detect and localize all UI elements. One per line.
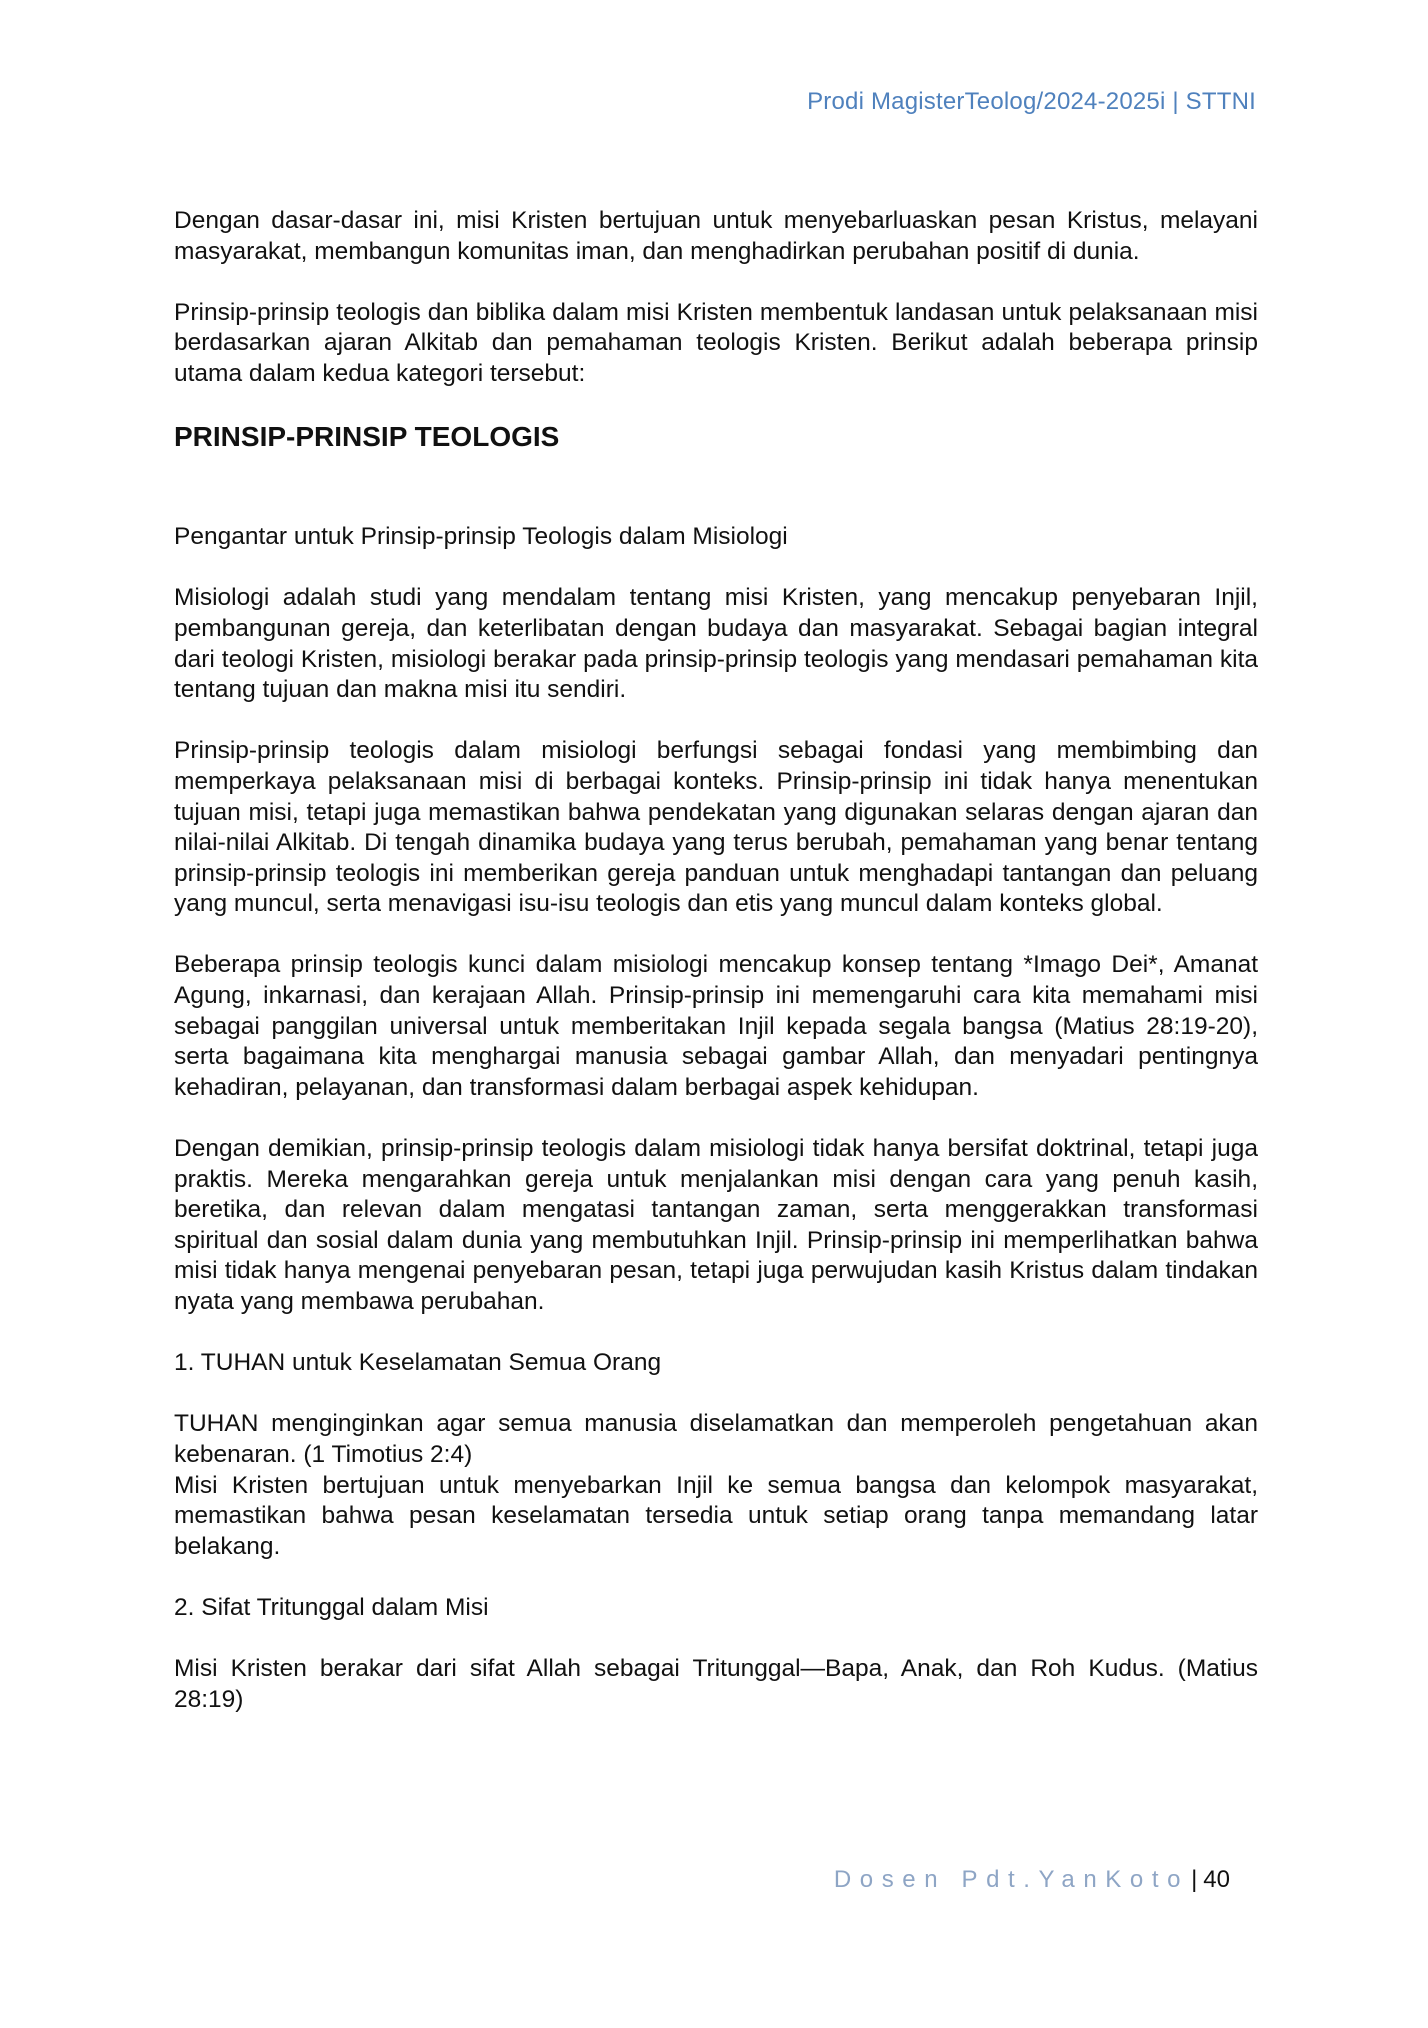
paragraph-key-principles: Beberapa prinsip teologis kunci dalam misiologi mencakup konsep tentang *Imago Dei*, Amanat Agung, inkarnasi, dan kerajaan Allah. Prinsip-prinsip ini memengaruhi cara kita memahami misi sebagai panggilan universal untuk memberitakan Injil kepada segala bangsa (Matius 28:19-20), serta bagaimana kita menghargai manusia sebagai gambar Allah, dan menyadari pentingnya kehadiran, pelayanan, dan transformasi dalam berbagai aspek kehidupan. [174, 951, 1258, 1101]
footer-separator: | [1191, 1866, 1198, 1893]
paragraph-conclusion: Dengan demikian, prinsip-prinsip teologis dalam misiologi tidak hanya bersifat doktrinal, tetapi juga praktis. Mereka mengarahkan gereja untuk menjalankan misi dengan cara yang penuh kasih, beretika, dan relevan dalam mengatasi tantangan zaman, serta menggerakkan transformasi spiritual dan sosial dalam dunia yang membutuhkan Injil. Prinsip-prinsip ini memperlihatkan bahwa misi tidak hanya mengenai penyebaran pesan, tetapi juga perwujudan kasih Kristus dalam tindakan nyata yang membawa perubahan. [174, 1135, 1258, 1315]
paragraph-foundation: Prinsip-prinsip teologis dalam misiologi berfungsi sebagai fondasi yang membimbing dan memperkaya pelaksanaan misi di berbagai konteks. Prinsip-prinsip ini tidak hanya menentukan tujuan misi, tetapi juga memastikan bahwa pendekatan yang digunakan selaras dengan ajaran dan nilai-nilai Alkitab. Di tengah dinamika budaya yang terus berubah, pemahaman yang benar tentang prinsip-prinsip teologis ini memberikan gereja panduan untuk menghadapi tantangan dan peluang yang muncul, serta menavigasi isu-isu teologis dan etis yang muncul dalam konteks global. [174, 737, 1258, 918]
paragraph-missiology: Misiologi adalah studi yang mendalam tentang misi Kristen, yang mencakup penyebaran Injil, pembangunan gereja, dan keterlibatan dengan budaya dan masyarakat. Sebagai bagian integral dari teologi Kristen, misiologi berakar pada prinsip-prinsip teologis yang mendasari pemahaman kita tentang tujuan dan makna misi itu sendiri. [174, 584, 1258, 704]
page-footer [834, 1866, 1230, 1894]
page-body [174, 206, 1258, 1746]
paragraph-intro: Dengan dasar-dasar ini, misi Kristen bertujuan untuk menyebarluaskan pesan Kristus, melayani masyarakat, membangun komunitas iman, dan menghadirkan perubahan positif di dunia. [174, 207, 1258, 265]
page-number: 40 [1203, 1866, 1230, 1893]
list-item-1-text: TUHAN menginginkan agar semua manusia diselamatkan dan memperoleh pengetahuan akan kebenaran. (1 Timotius 2:4) [174, 1410, 1258, 1468]
page-header: Prodi MagisterTeolog/2024-2025i | STTNI [807, 88, 1256, 115]
list-item-2-text: Misi Kristen berakar dari sifat Allah sebagai Tritunggal—Bapa, Anak, dan Roh Kudus. (Matius 28:19) [174, 1655, 1258, 1713]
list-item-1-title: 1. TUHAN untuk Keselamatan Semua Orang [174, 1349, 662, 1377]
list-item-2-title: 2. Sifat Tritunggal dalam Misi [174, 1593, 489, 1621]
list-item-1-text-2: Misi Kristen bertujuan untuk menyebarkan Injil ke semua bangsa dan kelompok masyarakat, memastikan bahwa pesan keselamatan tersedia untuk setiap orang tanpa memandang latar belakang. [174, 1471, 1258, 1560]
paragraph-principles: Prinsip-prinsip teologis dan biblika dalam misi Kristen membentuk landasan untuk pelaksanaan misi berdasarkan ajaran Alkitab dan pemahaman teologis Kristen. Berikut adalah beberapa prinsip utama dalam kedua kategori tersebut: [174, 298, 1258, 387]
section-heading: PRINSIP-PRINSIP TEOLOGIS [174, 421, 560, 453]
footer-author: Dosen Pdt.YanKoto [833, 1866, 1190, 1893]
subheading: Pengantar untuk Prinsip-prinsip Teologis dalam Misiologi [174, 523, 788, 551]
